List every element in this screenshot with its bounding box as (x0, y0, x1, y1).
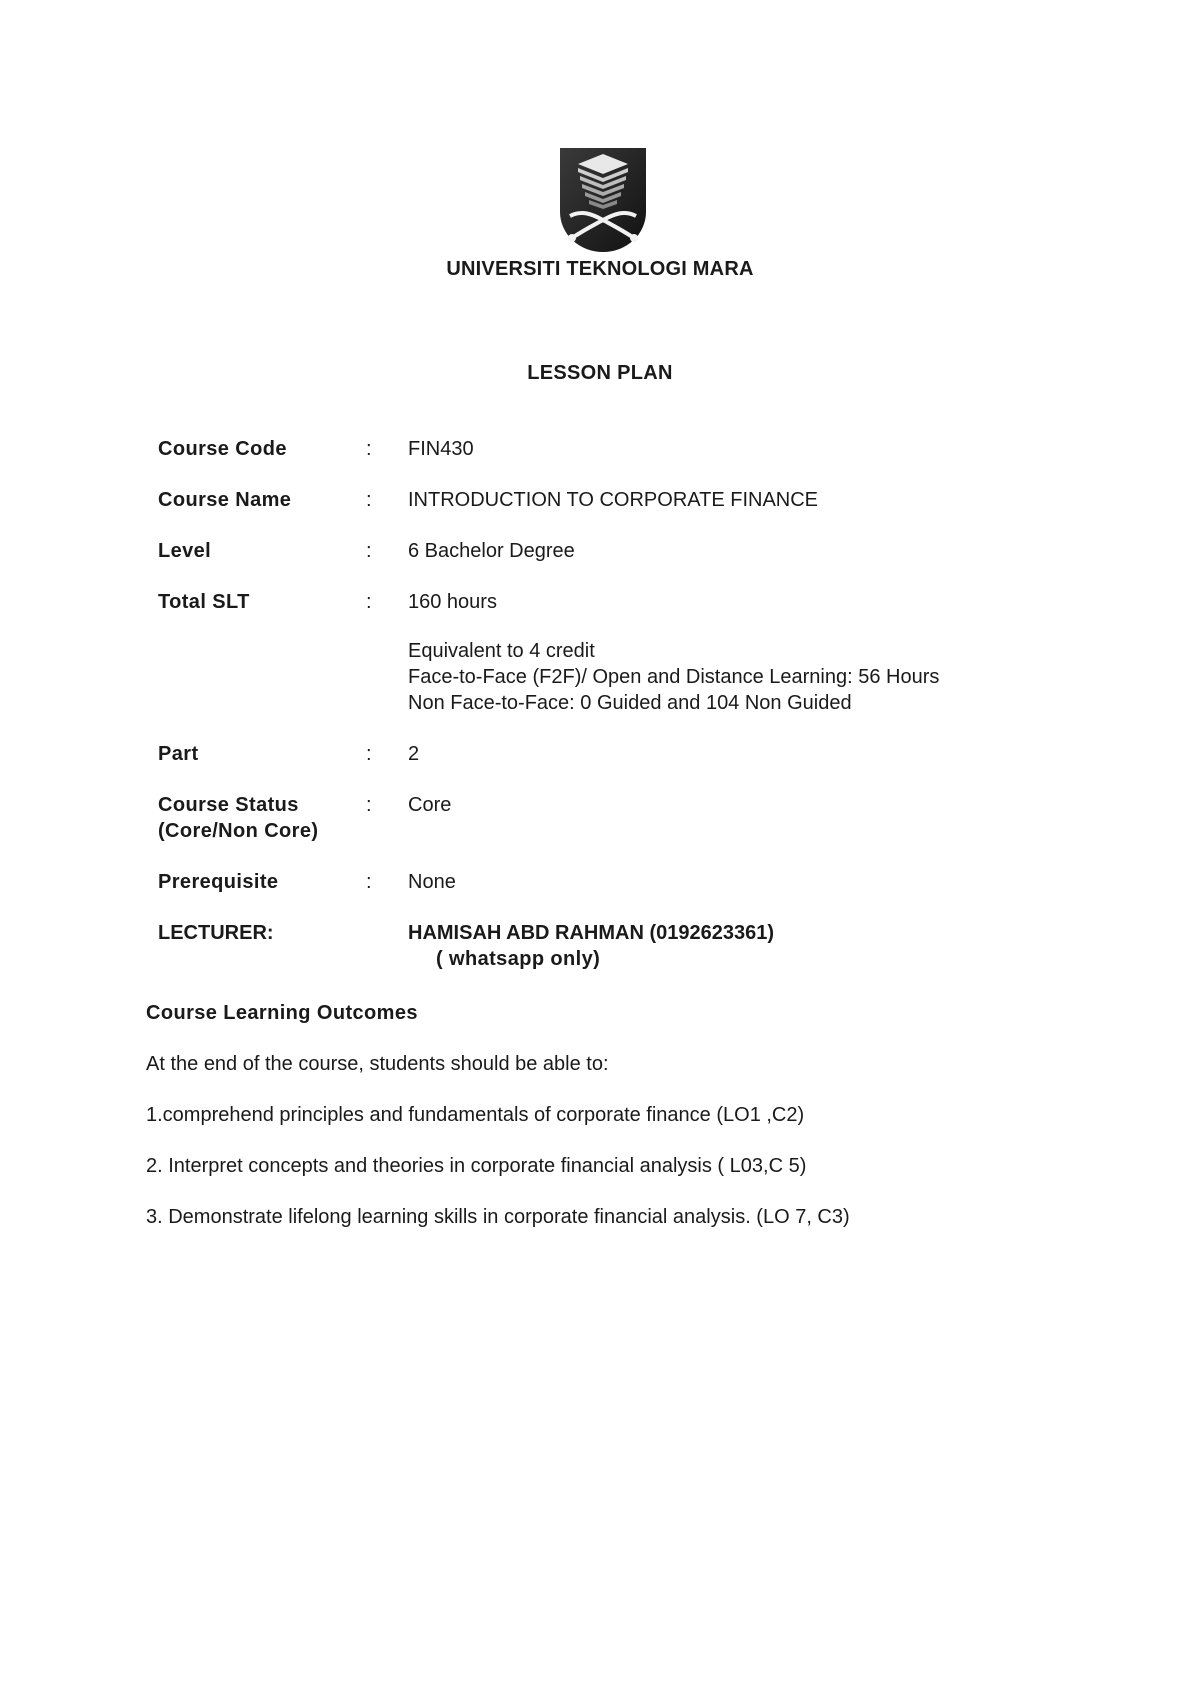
total-slt-label: Total SLT (158, 591, 250, 613)
slt-f2f-line: Face-to-Face (F2F)/ Open and Distance Learning: 56 Hours (408, 666, 940, 688)
outcome-item: 1.comprehend principles and fundamentals of corporate finance (LO1 ,C2) (146, 1104, 805, 1126)
course-info (158, 436, 1058, 997)
slt-nf2f-line: Non Face-to-Face: 0 Guided and 104 Non Guided (408, 692, 852, 714)
part-value: 2 (408, 743, 420, 765)
outcome-item: 3. Demonstrate lifelong learning skills in corporate financial analysis. (LO 7, C3) (146, 1206, 850, 1228)
part-label: Part (158, 743, 199, 765)
course-status-label-line: (Core/Non Core) (158, 820, 319, 842)
lecturer-name: HAMISAH ABD RAHMAN (0192623361) (408, 922, 775, 944)
part-row (158, 741, 1058, 767)
separator: : (366, 871, 372, 893)
course-name-row (158, 487, 1058, 513)
prerequisite-label: Prerequisite (158, 871, 279, 893)
prerequisite-row (158, 869, 1058, 895)
course-learning-outcomes (146, 1000, 1096, 1255)
level-row (158, 538, 1058, 564)
lecturer-row (158, 920, 1058, 972)
separator: : (366, 743, 372, 765)
total-slt-details-row (158, 638, 1058, 716)
course-status-label (158, 792, 366, 844)
level-label: Level (158, 540, 212, 562)
course-code-label: Course Code (158, 438, 287, 460)
prerequisite-value: None (408, 871, 456, 893)
separator: : (366, 438, 372, 460)
course-status-label-line: Course Status (158, 794, 299, 816)
outcomes-heading: Course Learning Outcomes (146, 1002, 418, 1024)
university-crest-icon (558, 146, 648, 254)
lecturer-contact-note: ( whatsapp only) (436, 948, 601, 970)
course-code-row (158, 436, 1058, 462)
outcome-item: 2. Interpret concepts and theories in corporate financial analysis ( L03,C 5) (146, 1155, 807, 1177)
total-slt-row (158, 589, 1058, 615)
separator: : (366, 591, 372, 613)
course-name-value: INTRODUCTION TO CORPORATE FINANCE (408, 489, 819, 511)
course-code-value: FIN430 (408, 438, 474, 460)
separator: : (366, 794, 372, 816)
lecturer-label: LECTURER: (158, 922, 274, 944)
university-name: UNIVERSITI TEKNOLOGI MARA (446, 258, 754, 280)
outcomes-intro: At the end of the course, students should be able to: (146, 1053, 609, 1075)
document-title: LESSON PLAN (527, 362, 673, 384)
level-value: 6 Bachelor Degree (408, 540, 575, 562)
course-name-label: Course Name (158, 489, 292, 511)
slt-credit-line: Equivalent to 4 credit (408, 640, 595, 662)
separator: : (366, 540, 372, 562)
total-slt-value: 160 hours (408, 591, 497, 613)
course-status-value: Core (408, 794, 452, 816)
total-slt-details (408, 638, 1058, 716)
lecturer-value (408, 920, 1058, 972)
course-status-row (158, 792, 1058, 844)
separator: : (366, 489, 372, 511)
